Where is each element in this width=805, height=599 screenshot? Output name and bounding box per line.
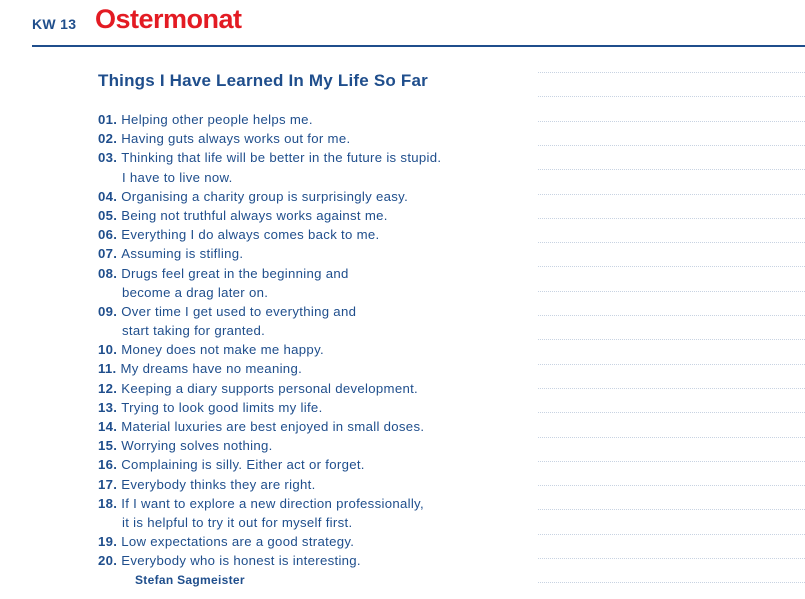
lesson-line: [98, 129, 441, 148]
lesson-number: 03.: [98, 150, 118, 166]
note-rule-line: [538, 461, 805, 462]
lesson-line: [98, 187, 441, 206]
lesson-line: [98, 340, 441, 359]
lesson-number: 13.: [98, 399, 118, 415]
lesson-line: [98, 417, 441, 436]
lesson-line: [98, 494, 441, 513]
list-item: [98, 244, 441, 263]
list-item: [98, 359, 441, 378]
list-item: [98, 436, 441, 455]
lesson-text: Having guts always works out for me.: [121, 131, 351, 147]
page-title: Ostermonat: [95, 4, 242, 34]
lesson-line: [98, 398, 441, 417]
lesson-number: 07.: [98, 246, 118, 262]
lesson-line: [98, 244, 441, 263]
lesson-text: Trying to look good limits my life.: [121, 399, 323, 415]
lesson-line: [98, 110, 441, 129]
lesson-text: become a drag later on.: [122, 284, 269, 300]
lesson-text: Assuming is stifling.: [121, 246, 244, 262]
note-rule-line: [538, 266, 805, 267]
lesson-text: Everybody thinks they are right.: [121, 476, 316, 492]
lesson-number: 06.: [98, 227, 118, 243]
list-item: [98, 129, 441, 148]
note-rule-line: [538, 339, 805, 340]
note-rule-line: [538, 145, 805, 146]
lesson-number: 05.: [98, 207, 118, 223]
lesson-number: 14.: [98, 419, 118, 434]
list-item: [98, 532, 441, 551]
list-item: [98, 187, 441, 206]
author-credit: Stefan Sagmeister: [135, 573, 245, 587]
lesson-text: Organising a charity group is surprisingly easy.: [121, 188, 409, 204]
note-rule-line: [538, 315, 805, 316]
list-item: [98, 494, 441, 532]
lesson-text: it is helpful to try it out for myself first.: [122, 514, 353, 530]
note-rule-line: [538, 364, 805, 365]
lesson-text: Thinking that life will be better in the future is stupid.: [121, 150, 442, 166]
lesson-line: [98, 551, 441, 570]
lesson-line: [98, 302, 441, 321]
lesson-line: [98, 225, 441, 244]
list-item: [98, 455, 441, 474]
note-rule-line: [538, 72, 805, 73]
note-rule-line: [538, 388, 805, 389]
note-rule-line: [538, 437, 805, 438]
note-rule-line: [538, 534, 805, 535]
list-item: [98, 264, 441, 302]
list-item: [98, 551, 441, 570]
section-heading: Things I Have Learned In My Life So Far: [98, 71, 428, 90]
lesson-continuation: [98, 321, 441, 340]
lesson-number: 19.: [98, 534, 118, 550]
lesson-text: Helping other people helps me.: [121, 112, 313, 127]
lesson-number: 12.: [98, 380, 118, 396]
lesson-text: My dreams have no meaning.: [120, 361, 303, 377]
lesson-line: [98, 379, 441, 398]
note-rule-line: [538, 509, 805, 510]
list-item: [98, 302, 441, 340]
list-item: [98, 148, 441, 186]
lesson-number: 11.: [98, 361, 117, 377]
note-rule-line: [538, 218, 805, 219]
lesson-text: If I want to explore a new direction professionally,: [121, 495, 424, 511]
lesson-text: Money does not make me happy.: [121, 342, 324, 358]
lesson-number: 08.: [98, 265, 118, 281]
list-item: [98, 417, 441, 436]
note-rule-line: [538, 121, 805, 122]
lesson-number: 10.: [98, 342, 118, 358]
list-item: [98, 110, 441, 129]
lesson-number: 15.: [98, 438, 118, 454]
list-item: [98, 475, 441, 494]
lesson-line: [98, 264, 441, 283]
lesson-line: [98, 359, 441, 378]
lesson-line: [98, 475, 441, 494]
lesson-text: Low expectations are a good strategy.: [121, 534, 355, 550]
lesson-text: start taking for granted.: [122, 323, 266, 339]
note-rule-line: [538, 582, 805, 583]
lesson-number: 18.: [98, 495, 118, 511]
lesson-continuation: [98, 513, 441, 532]
lesson-line: [98, 532, 441, 551]
note-rule-line: [538, 194, 805, 195]
lesson-text: Keeping a diary supports personal development.: [121, 380, 419, 396]
lesson-text: Complaining is silly. Either act or forget.: [121, 457, 365, 473]
note-rule-line: [538, 291, 805, 292]
lesson-line: [98, 436, 441, 455]
lesson-line: [98, 148, 441, 167]
lesson-text: Drugs feel great in the beginning and: [121, 265, 349, 281]
lesson-text: Material luxuries are best enjoyed in small doses.: [121, 419, 425, 434]
lesson-number: 17.: [98, 476, 118, 492]
lesson-number: 09.: [98, 303, 118, 319]
note-rule-line: [538, 485, 805, 486]
lesson-number: 16.: [98, 457, 118, 473]
lesson-number: 20.: [98, 553, 118, 569]
lesson-continuation: [98, 283, 441, 302]
lesson-text: Worrying solves nothing.: [121, 438, 273, 454]
lesson-text: Over time I get used to everything and: [121, 303, 357, 319]
lesson-text: Everybody who is honest is interesting.: [121, 553, 361, 569]
list-item: [98, 398, 441, 417]
lesson-text: Everything I do always comes back to me.: [121, 227, 380, 243]
note-rule-line: [538, 558, 805, 559]
lesson-number: 01.: [98, 112, 118, 127]
note-rule-line: [538, 169, 805, 170]
lesson-continuation: [98, 168, 441, 187]
week-label: KW 13: [32, 16, 77, 32]
lesson-number: 02.: [98, 131, 118, 147]
lesson-number: 04.: [98, 188, 118, 204]
lesson-text: Being not truthful always works against me.: [121, 207, 388, 223]
note-rule-line: [538, 96, 805, 97]
note-rule-line: [538, 412, 805, 413]
note-rule-line: [538, 242, 805, 243]
list-item: [98, 225, 441, 244]
list-item: [98, 340, 441, 359]
list-item: [98, 206, 441, 225]
lesson-line: [98, 455, 441, 474]
lessons-list: [98, 110, 441, 571]
lesson-text: I have to live now.: [122, 169, 233, 185]
notes-ruled-lines: [538, 0, 805, 599]
list-item: [98, 379, 441, 398]
lesson-line: [98, 206, 441, 225]
